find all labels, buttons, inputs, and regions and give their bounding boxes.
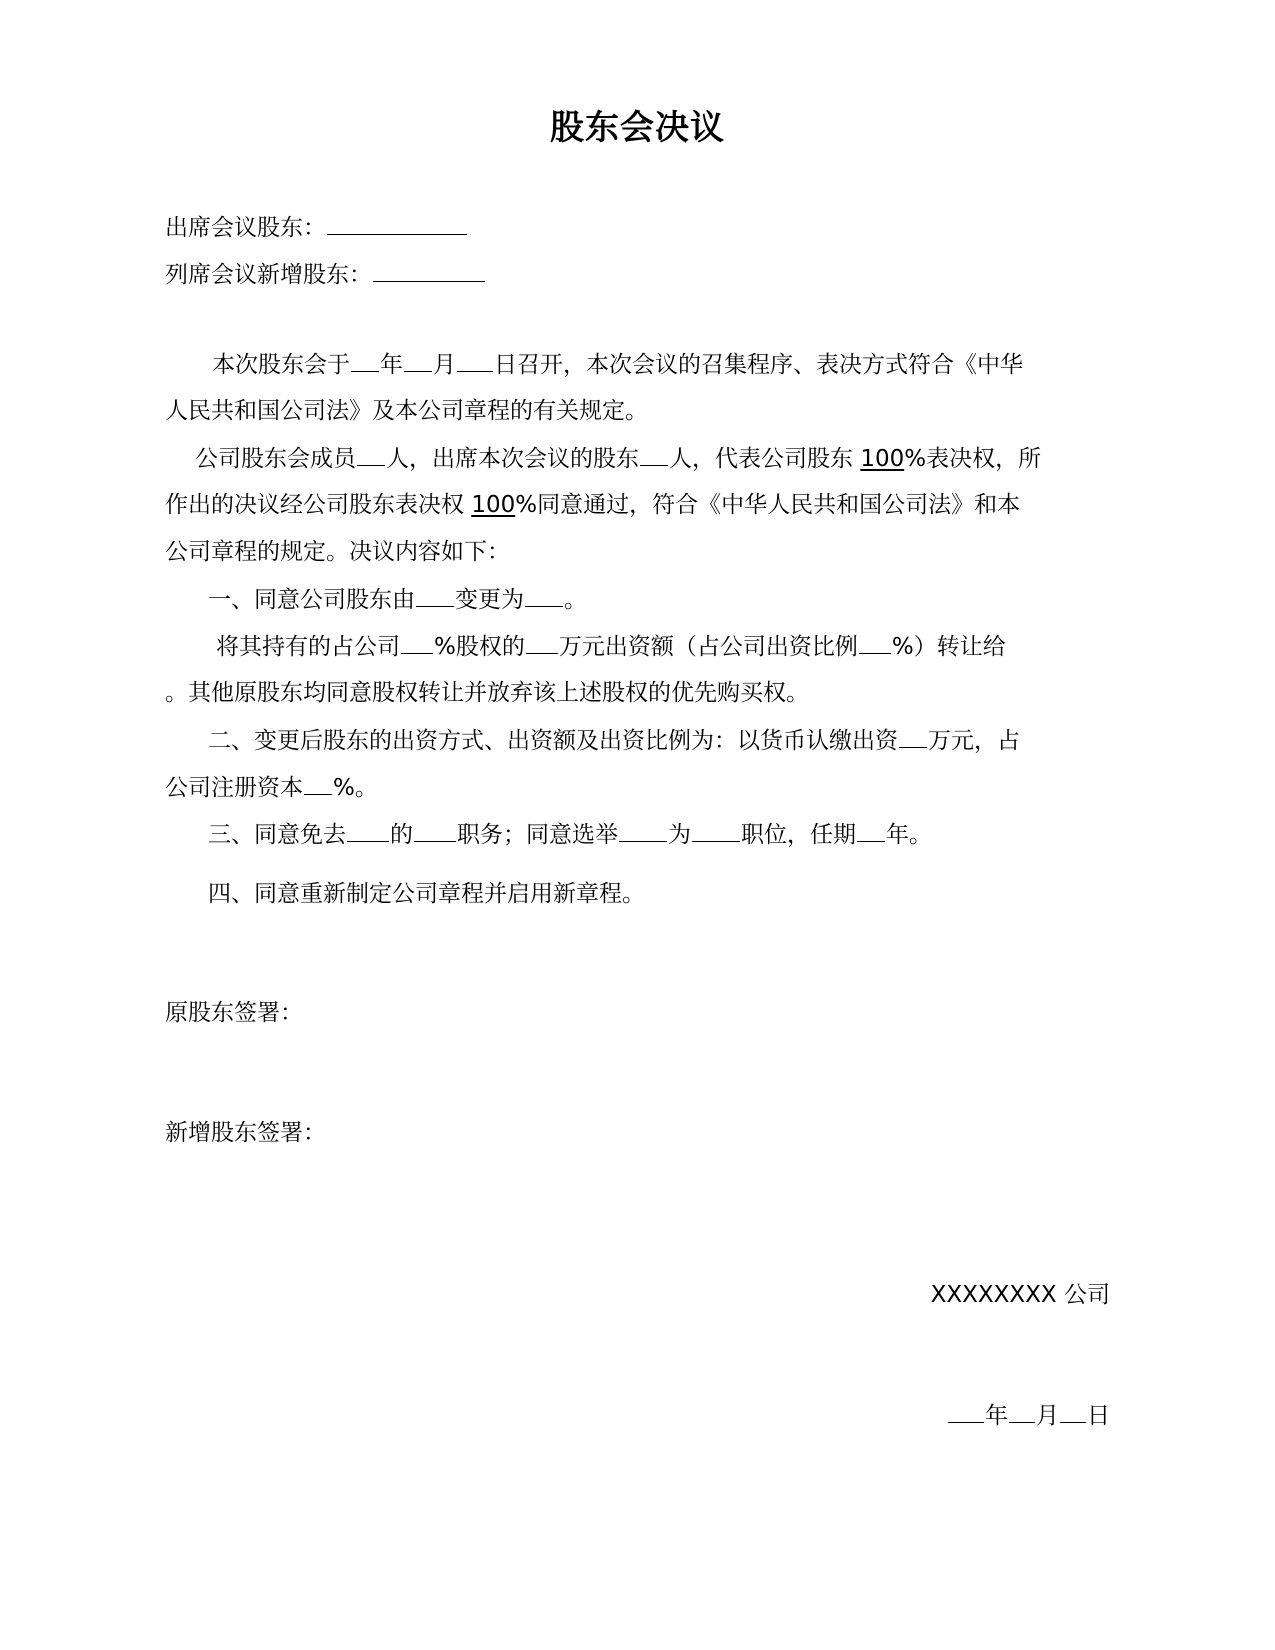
elected-position-blank — [692, 819, 740, 842]
r1s-text-e: 。其他原股东均同意股权转让并放弃该上述股权的优先购买权。 — [165, 680, 809, 706]
r3-text-e: 职位，任期 — [741, 822, 856, 848]
dismissed-position-blank — [414, 819, 456, 842]
p2-text-f: %同意通过，符合《中华人民共和国公司法》和本 — [515, 492, 1021, 518]
p2-text-g: 公司章程的规定。决议内容如下： — [165, 539, 510, 565]
resolution-4 — [208, 879, 645, 909]
dismissed-person-blank — [347, 819, 389, 842]
paragraph-2-line-3 — [165, 537, 510, 567]
capital-amount-blank — [526, 631, 558, 654]
r2-text-d: %。 — [333, 775, 378, 801]
p2-text-d: %表决权，所 — [904, 446, 1042, 472]
contribution-amount-blank — [899, 725, 927, 748]
equity-percent-blank — [401, 631, 433, 654]
term-years-blank — [857, 819, 885, 842]
p2-text-a: 公司股东会成员 — [195, 446, 356, 472]
r3-text-d: 为 — [668, 822, 691, 848]
vote-percent-2: 100 — [471, 492, 516, 518]
r1-text-c: 。 — [564, 587, 587, 613]
paragraph-1-line-1 — [212, 349, 1023, 380]
r2-text-a: 二、变更后股东的出资方式、出资额及出资比例为：以货币认缴出资 — [208, 728, 898, 754]
r3-text-c: 职务；同意选举 — [457, 822, 618, 848]
registered-capital-percent-blank — [304, 772, 332, 795]
p2-text-e: 作出的决议经公司股东表决权 — [165, 492, 464, 518]
r3-text-b: 的 — [390, 822, 413, 848]
new-shareholder-signature-label: 新增股东签署： — [165, 1120, 326, 1146]
members-blank — [357, 443, 385, 466]
resolution-1-sub-line-1 — [216, 631, 1006, 662]
resolution-2-line-2 — [165, 772, 378, 803]
p1-text-e: 人民共和国公司法》及本公司章程的有关规定。 — [165, 398, 648, 424]
r1s-text-d: %）转让给 — [891, 634, 1006, 660]
paragraph-1-line-2 — [165, 396, 648, 426]
month-blank — [404, 349, 432, 372]
new-attendees-label: 列席会议新增股东： — [165, 262, 372, 288]
r2-text-b: 万元，占 — [928, 728, 1020, 754]
resolution-1-sub-line-2 — [165, 678, 809, 708]
date-month-label: 月 — [1036, 1403, 1059, 1429]
day-blank — [457, 349, 493, 372]
attendees-label: 出席会议股东： — [165, 215, 326, 241]
r1s-text-c: 万元出资额（占公司出资比例 — [558, 634, 858, 660]
p2-text-c: 人，代表公司股东 — [669, 446, 853, 472]
r4-text: 四、同意重新制定公司章程并启用新章程。 — [208, 881, 645, 907]
p1-text-a: 本次股东会于 — [212, 352, 350, 378]
r1s-text-a: 将其持有的占公司 — [216, 634, 400, 660]
paragraph-2-line-1 — [195, 443, 1041, 474]
r3-text-a: 三、同意免去 — [208, 822, 346, 848]
p2-text-b: 人，出席本次会议的股东 — [386, 446, 639, 472]
p1-text-b: 年 — [380, 352, 403, 378]
paragraph-2-line-2 — [165, 490, 1020, 520]
elected-person-blank — [619, 819, 667, 842]
r3-text-f: 年。 — [886, 822, 932, 848]
original-shareholder-signature-label: 原股东签署： — [165, 1000, 303, 1026]
p1-text-c: 月 — [433, 352, 456, 378]
r1s-text-b: %股权的 — [434, 634, 525, 660]
from-shareholder-blank — [416, 584, 454, 607]
p1-text-d: 日召开，本次会议的召集程序、表决方式符合《中华 — [494, 352, 1023, 378]
year-blank — [351, 349, 379, 372]
date-year-label: 年 — [985, 1403, 1008, 1429]
present-blank — [640, 443, 668, 466]
attendees-line — [165, 212, 468, 243]
new-attendees-line — [165, 259, 486, 290]
resolution-2-line-1 — [208, 725, 1020, 756]
resolution-1 — [208, 584, 587, 615]
attendees-blank — [327, 212, 467, 235]
vote-percent-1: 100 — [860, 446, 905, 472]
resolution-3 — [208, 819, 932, 850]
r2-text-c: 公司注册资本 — [165, 775, 303, 801]
sign-month-blank — [1009, 1400, 1035, 1423]
r1-text-a: 一、同意公司股东由 — [208, 587, 415, 613]
sign-year-blank — [948, 1400, 984, 1423]
document-title: 股东会决议 — [550, 108, 725, 148]
capital-ratio-blank — [859, 631, 891, 654]
date-day-label: 日 — [1087, 1403, 1110, 1429]
r1-text-b: 变更为 — [455, 587, 524, 613]
signature-date — [947, 1400, 1110, 1431]
to-shareholder-blank — [525, 584, 563, 607]
new-attendees-blank — [373, 259, 485, 282]
sign-day-blank — [1060, 1400, 1086, 1423]
company-name: XXXXXXXX 公司 — [930, 1282, 1110, 1308]
